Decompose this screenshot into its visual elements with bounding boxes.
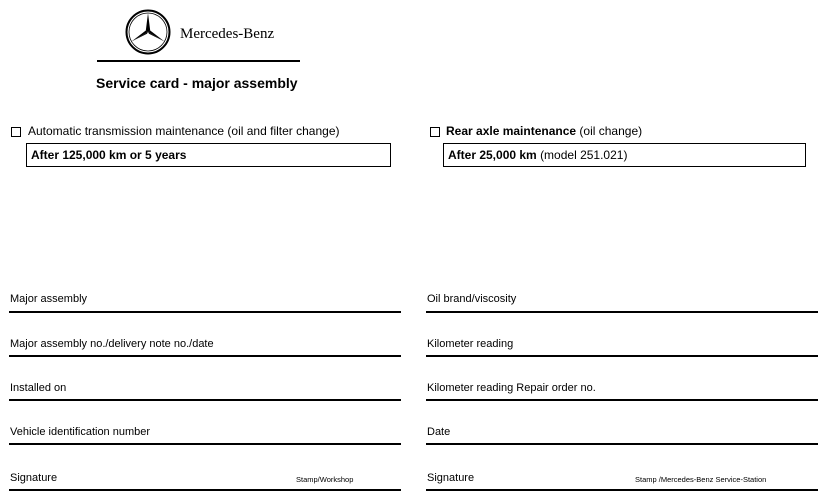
brand-name: Mercedes-Benz [180,26,275,42]
field-km-reading-label: Kilometer reading [427,338,514,350]
field-vin-label: Vehicle identification number [10,426,151,438]
field-installed-on-label: Installed on [10,382,67,394]
rear-axle-label [446,124,642,138]
field-signature-left-line[interactable] [9,489,401,491]
field-installed-on-line[interactable] [9,399,401,401]
stamp-service-station-label: Stamp /Mercedes-Benz Service-Station [635,475,767,484]
field-oil-brand-label: Oil brand/viscosity [427,293,517,305]
page-title: Service card - major assembly [96,75,298,91]
field-signature-right-line[interactable] [426,489,818,491]
rear-axle-checkbox[interactable] [430,127,440,137]
field-signature-left-label: Signature [10,472,58,484]
field-date-label: Date [427,426,451,438]
field-vin-line[interactable] [9,443,401,445]
rear-axle-label-bold: Rear axle maintenance [446,124,577,138]
field-km-reading-line[interactable] [426,355,818,357]
field-km-repair-order-label: Kilometer reading Repair order no. [427,382,596,394]
stamp-workshop-label: Stamp/Workshop [296,475,354,484]
field-km-repair-order-line[interactable] [426,399,818,401]
field-assembly-no-label: Major assembly no./delivery note no./date [10,338,214,350]
transmission-label: Automatic transmission maintenance (oil and filter change) [28,124,340,138]
transmission-interval-box [26,143,391,167]
rear-axle-interval-box [443,143,806,167]
mercedes-star-logo [125,9,171,55]
transmission-interval-text: After 125,000 km or 5 years [31,148,187,162]
field-assembly-no-line[interactable] [9,355,401,357]
rear-axle-label-rest: (oil change) [579,124,643,138]
rear-axle-interval-bold: After 25,000 km [448,148,537,162]
transmission-checkbox[interactable] [11,127,21,137]
field-oil-brand-line[interactable] [426,311,818,313]
field-signature-right-label: Signature [427,472,475,484]
rear-axle-interval-rest: (model 251.021) [540,148,628,162]
header-rule [97,60,300,62]
field-major-assembly-label: Major assembly [10,293,88,305]
field-major-assembly-line[interactable] [9,311,401,313]
field-date-line[interactable] [426,443,818,445]
